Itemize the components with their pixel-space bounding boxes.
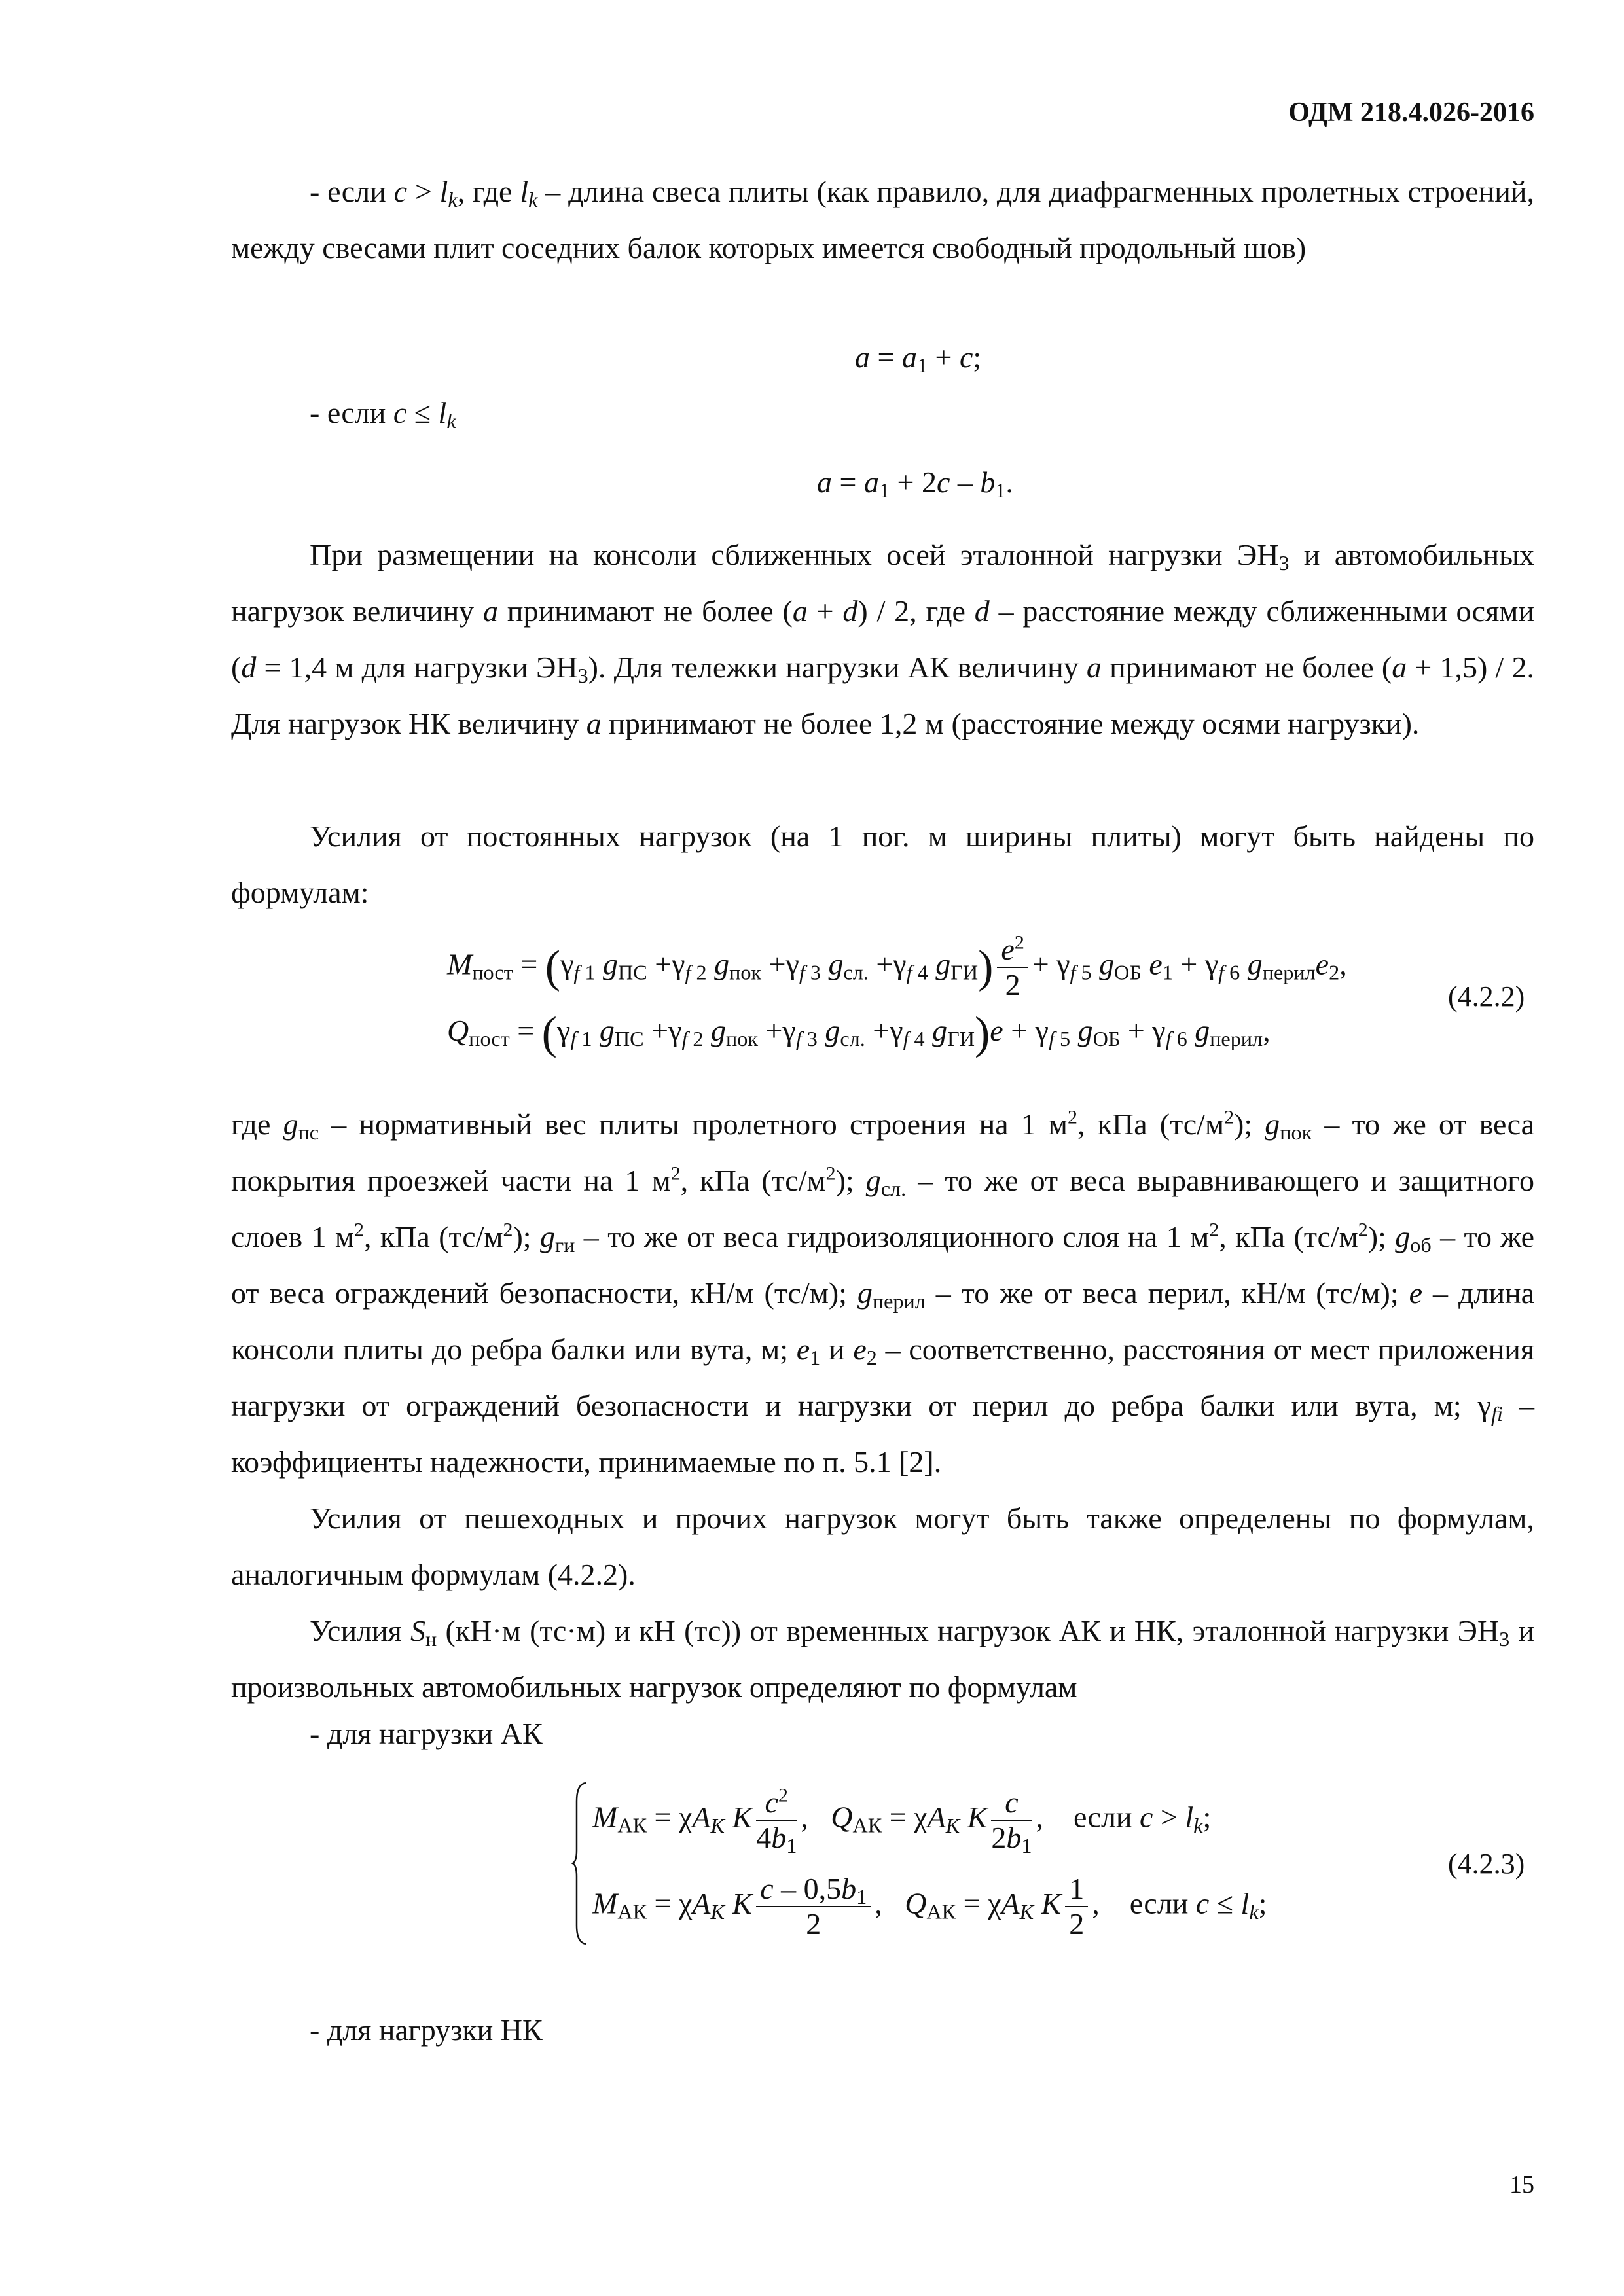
paragraph-pedestrian-loads: Усилия от пешеходных и прочих нагрузок могут быть также определены по формулам, аналогичным формулам (4.2.2). xyxy=(231,1501,1534,1591)
equation-moment-permanent: $M_{пост} = (\gamma_{f 1}$ $g_{ПС} +\gamma_{f 2}$ $g_{пок} +\gamma_{f 3}$ $g_{сл.} +\gamma_{f 4}$ $g_{ГИ}$) $\frac{e^2}{2}$ + $\gamma_{f 5}$ $g_{ОБ}$ $e_1 + \gamma_{f 6}$ $g_{перил}e_2$, xyxy=(447,931,1347,1001)
formula-a-plus-c: $a = a_1 + c$; xyxy=(855,340,982,378)
equation-ak-case-1: $M_{АК} = \chi A_K$ K $\frac{c^2}{4b_1}$ , $Q_{АК} = \chi A_K$ K $\frac{c}{2b_1}$ , если $c > l_k$; xyxy=(592,1784,1212,1858)
paragraph-slab-overhang: - если $c > l_k$, где $l_k$ – длина свеса плиты (как правило, для диафрагменных пролетных строений, между свесами плит соседних балок которых имеется свободный продольный шов) xyxy=(231,175,1534,264)
equation-number-4-2-2: (4.2.2) xyxy=(1448,980,1525,1013)
equation-number-4-2-3: (4.2.3) xyxy=(1448,1848,1525,1880)
formula-a-plus-2c-minus-b1: $a = a_1 + 2c - b_1$. xyxy=(817,465,1014,503)
paragraph-notation: где $g_{пс}$ – нормативный вес плиты пролетного строения на 1 $м^2$, кПа $(тс/м^2)$; $g_{пок}$ – то же от веса покрытия проезжей части на 1 $м^2$, кПа $(тс/м^2)$; $g_{сл.}$ – то же от веса выравнивающего и защитного слоев 1 $м^2$, кПа $(тс/м^2)$; $g_{ги}$ – то же от веса гидроизоляционного слоя на 1 $м^2$, кПа $(тс/м^2)$; $g_{об}$ – то же от веса ограждений безопасности, кН/м (тс/м); $g_{перил}$ – то же от веса перил, кН/м (тс/м); e – длина консоли плиты до ребра балки или вута, м; $e_1$ и $e_2$ – соответственно, расстояния от мест приложения нагрузки от ограждений безопасности и нагрузки от перил до ребра балки или вута, м; $\gamma_{fi}$ – коэффициенты надежности, принимаемые по п. 5.1 [2]. xyxy=(231,1106,1535,1479)
document-header: ОДМ 218.4.026-2016 xyxy=(1288,98,1534,128)
paragraph-permanent-loads: Усилия от постоянных нагрузок (на 1 пог. м ширины плиты) могут быть найдены по формулам: xyxy=(231,819,1534,909)
condition-c-le-lk: - если $c \le l_k$ xyxy=(310,396,456,433)
heading-nk-load: - для нагрузки НК xyxy=(310,2013,543,2047)
heading-ak-load: - для нагрузки АК xyxy=(310,1717,543,1750)
page-number: 15 xyxy=(1509,2171,1534,2198)
brace-symbol xyxy=(571,1782,588,1945)
paragraph-axle-placement: При размещении на консоли сближенных осей эталонной нагрузки $ЭН_3$ и автомобильных нагрузок величину a принимают не более (a + d) / 2, где d – расстояние между сближенными осями (d = 1,4 м для нагрузки $ЭН_3$). Для тележки нагрузки АК величину a принимают не более (a + 1,5) / 2. Для нагрузок НК величину a принимают не более 1,2 м (расстояние между осями нагрузки). xyxy=(231,538,1535,740)
paragraph-temporary-loads: Усилия $S_н$ (кН·м (тс·м) и кН (тс)) от временных нагрузок АК и НК, эталонной нагрузки $ЭН_3$ и произвольных автомобильных нагрузок определяют по формулам xyxy=(231,1614,1535,1704)
equation-shear-permanent: $Q_{пост} = (\gamma_{f 1}$ $g_{ПС} +\gamma_{f 2}$ $g_{пок} +\gamma_{f 3}$ $g_{сл.} +\gamma_{f 4}$ $g_{ГИ})e + \gamma_{f 5}$ $g_{ОБ} + \gamma_{f 6}$ $g_{перил}$, xyxy=(447,1008,1271,1059)
equation-ak-case-2: $M_{АК} = \chi A_K$ K $\frac{c - 0,5b_1}{2}$ , $Q_{АК} = \chi A_K$ K $\frac{1}{2}$ , если $c \le l_k$; xyxy=(592,1872,1267,1941)
